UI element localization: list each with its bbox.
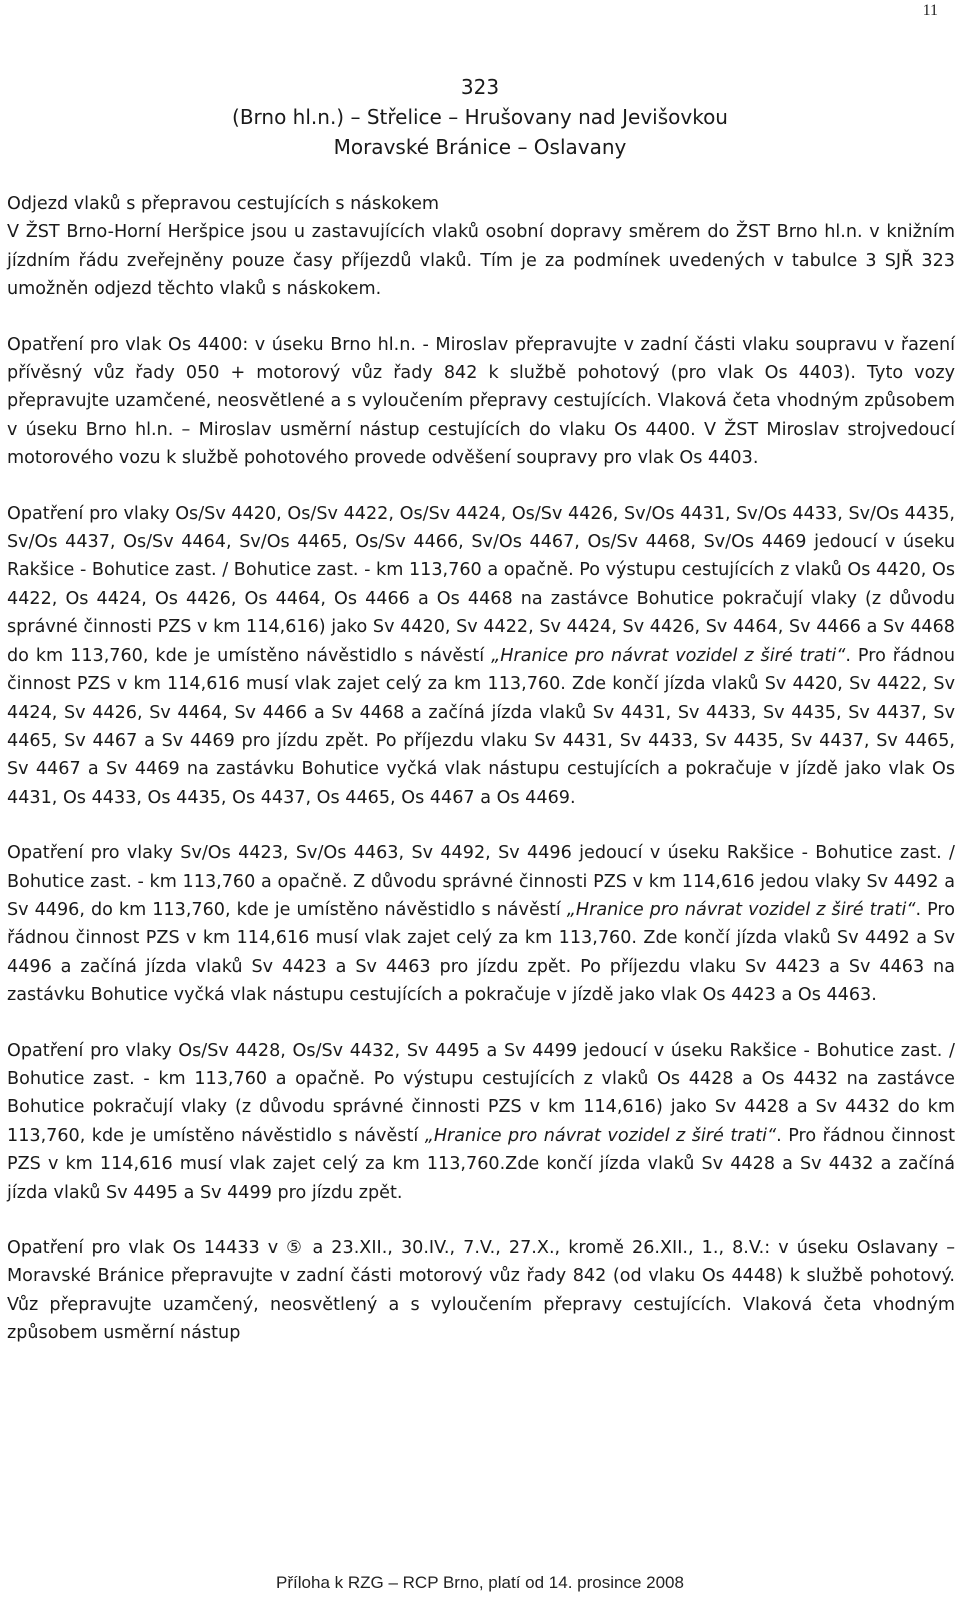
lead-bohutice-2: Opatření pro vlaky Sv/Os 4423, Sv/Os 4463, Sv 4492, Sv 4496 — [7, 843, 572, 864]
lead-os-14433: Opatření pro vlak Os 14433 v ⑤ a 23.XII., 30.IV., 7.V., 27.X., kromě 26.XII., 1., 8.V.: — [7, 1238, 771, 1258]
text-bohutice-3b: . Pro řádnou činnost PZS v km 114,616 musí vlak zajet celý za km 113,760.Zde končí jízda vlaků Sv 4428 a Sv 4432 a začíná jízda vlaků Sv 4495 a Sv 4499 pro jízdu zpět. — [7, 1125, 955, 1203]
text-bohutice-2b: . Pro řádnou činnost PZS v km 114,616 musí vlak zajet celý za km 113,760. Zde končí jízda vlaků Sv 4492 a Sv 4496 a začíná jízda vlaků Sv 4423 a Sv 4463 pro jízdu zpět. Po příjezdu vlaku Sv 4423 a Sv 4463 na zastávku Bohutice vyčká vlak nástupu cestujících a pokračuje v jízdě jako vlak Os 4423 a Os 4463. — [7, 899, 955, 1006]
text-bohutice-1a: jedoucí v úseku Rakšice - Bohutice zast. / Bohutice zast. - km 113,760 a opačně. Po výstupu cestujících z vlaků Os 4420, Os 4422, Os 4424, Os 4426, Os 4464, Os 4466 a Os 4468 na zastávce Bohutice pokračují vlaky (z důvodu správné činnosti PZS v km 114,616) jako Sv 4420, Sv 4422, Sv 4424, Sv 4426, Sv 4464, Sv 4466 a Sv 4468 do km 113,760, kde je umístěno návěstidlo s návěstí — [7, 532, 955, 666]
line-number: 323 — [460, 75, 500, 99]
lead-bohutice-3: Opatření pro vlaky Os/Sv 4428, Os/Sv 4432, Sv 4495 a Sv 4499 — [7, 1040, 578, 1061]
text-bohutice-2a: jedoucí v úseku Rakšice - Bohutice zast. / Bohutice zast. - km 113,760 a opačně. Z důvodu správné činnosti PZS v km 114,616 jedou vlaky Sv 4492 a Sv 4496, do km 113,760, kde je umístěno návěstidlo s návěstí — [7, 843, 955, 920]
text-os-14433: v úseku Oslavany – Moravské Bránice přepravujte v zadní části motorový vůz řady 842 (od vlaku Os 4448) k službě pohotový. Vůz přepravujte uzamčený, neosvětlený a s vyloučením přepravy cestujících. Vlaková četa vhodným způsobem usměrní nástup — [7, 1238, 955, 1344]
section-heading-early-departure: Odjezd vlaků s přepravou cestujících s náskokem — [7, 194, 440, 214]
lead-bohutice-1: Opatření pro vlaky Os/Sv 4420, Os/Sv 4422, Os/Sv 4424, Os/Sv 4426, Sv/Os 4431, Sv/Os 4433, Sv/Os 4435, Sv/Os 4437, Os/Sv 4464, Sv/Os 4465, Os/Sv 4466, Sv/Os 4467, Os/Sv 4468, Sv/Os 4469 — [7, 503, 955, 553]
lead-os-4400: Opatření pro vlak Os 4400: — [7, 334, 249, 355]
signal-name-1: „Hranice pro návrat vozidel z širé trati“ — [491, 645, 846, 666]
text-bohutice-1b: . Pro řádnou činnost PZS v km 114,616 musí vlak zajet celý za km 113,760. Zde končí jízda vlaků Sv 4420, Sv 4422, Sv 4424, Sv 4426, Sv 4464, Sv 4466 a Sv 4468 a začíná jízda vlaků Sv 4431, Sv 4433, Sv 4435, Sv 4437, Sv 4465, Sv 4467 a Sv 4469 pro jízdu zpět. Po příjezdu vlaku Sv 4431, Sv 4433, Sv 4435, Sv 4437, Sv 4465, Sv 4467 a Sv 4469 na zastávku Bohutice vyčká vlak nástupu cestujících a pokračuje v jízdě jako vlak Os 4431, Os 4433, Os 4435, Os 4437, Os 4465, Os 4467 a Os 4469. — [7, 645, 956, 808]
page-footer: Příloha k RZG – RCP Brno, platí od 14. prosince 2008 — [276, 1573, 684, 1592]
signal-name-3: „Hranice pro návrat vozidel z širé trati“ — [424, 1125, 777, 1146]
paragraph-os-4400 — [7, 331, 955, 473]
text-bohutice-3a: jedoucí v úseku Rakšice - Bohutice zast. / Bohutice zast. - km 113,760 a opačně. Po výstupu cestujících z vlaků Os 4428 a Os 4432 na zastávce Bohutice pokračují vlaky (z důvodu správné činnosti PZS v km 114,616) jako Sv 4428 a Sv 4432 do km 113,760, kde je umístěno návěstidlo s návěstí — [7, 1040, 955, 1146]
paragraph-bohutice-2 — [7, 839, 955, 1009]
page-number: 11 — [922, 2, 938, 19]
text-os-4400: v úseku Brno hl.n. - Miroslav přepravujte v zadní části vlaku soupravu v řazení přívěsný vůz řady 050 + motorový vůz řady 842 k službě pohotový (pro vlak Os 4403). Tyto vozy přepravujte uzamčené, neosvětlené a s vyloučením přepravy cestujících. Vlaková četa vhodným způsobem v úseku Brno hl.n. – Miroslav usměrní nástup cestujících do vlaku Os 4400. V ŽST Miroslav strojvedoucí motorového vozu k službě pohotového provede odvěšení soupravy pro vlak Os 4403. — [7, 334, 955, 469]
paragraph-os-14433 — [7, 1234, 955, 1348]
paragraph-bohutice-3 — [7, 1037, 955, 1207]
route-title-line-2: Moravské Bránice – Oslavany — [333, 135, 627, 159]
signal-name-2: „Hranice pro návrat vozidel z širé trati“ — [566, 899, 916, 920]
paragraph-bohutice-1 — [7, 500, 955, 812]
page-header — [0, 72, 960, 162]
route-title-line-1: (Brno hl.n.) – Střelice – Hrušovany nad Jevišovkou — [232, 105, 728, 129]
document-body — [7, 190, 955, 1348]
paragraph-early-departure: V ŽST Brno-Horní Heršpice jsou u zastavujících vlaků osobní dopravy směrem do ŽST Brno hl.n. v knižním jízdním řádu zveřejněny pouze časy příjezdů vlaků. Tím je za podmínek uvedených v tabulce 3 SJŘ 323 umožněn odjezd těchto vlaků s náskokem. — [7, 222, 955, 300]
